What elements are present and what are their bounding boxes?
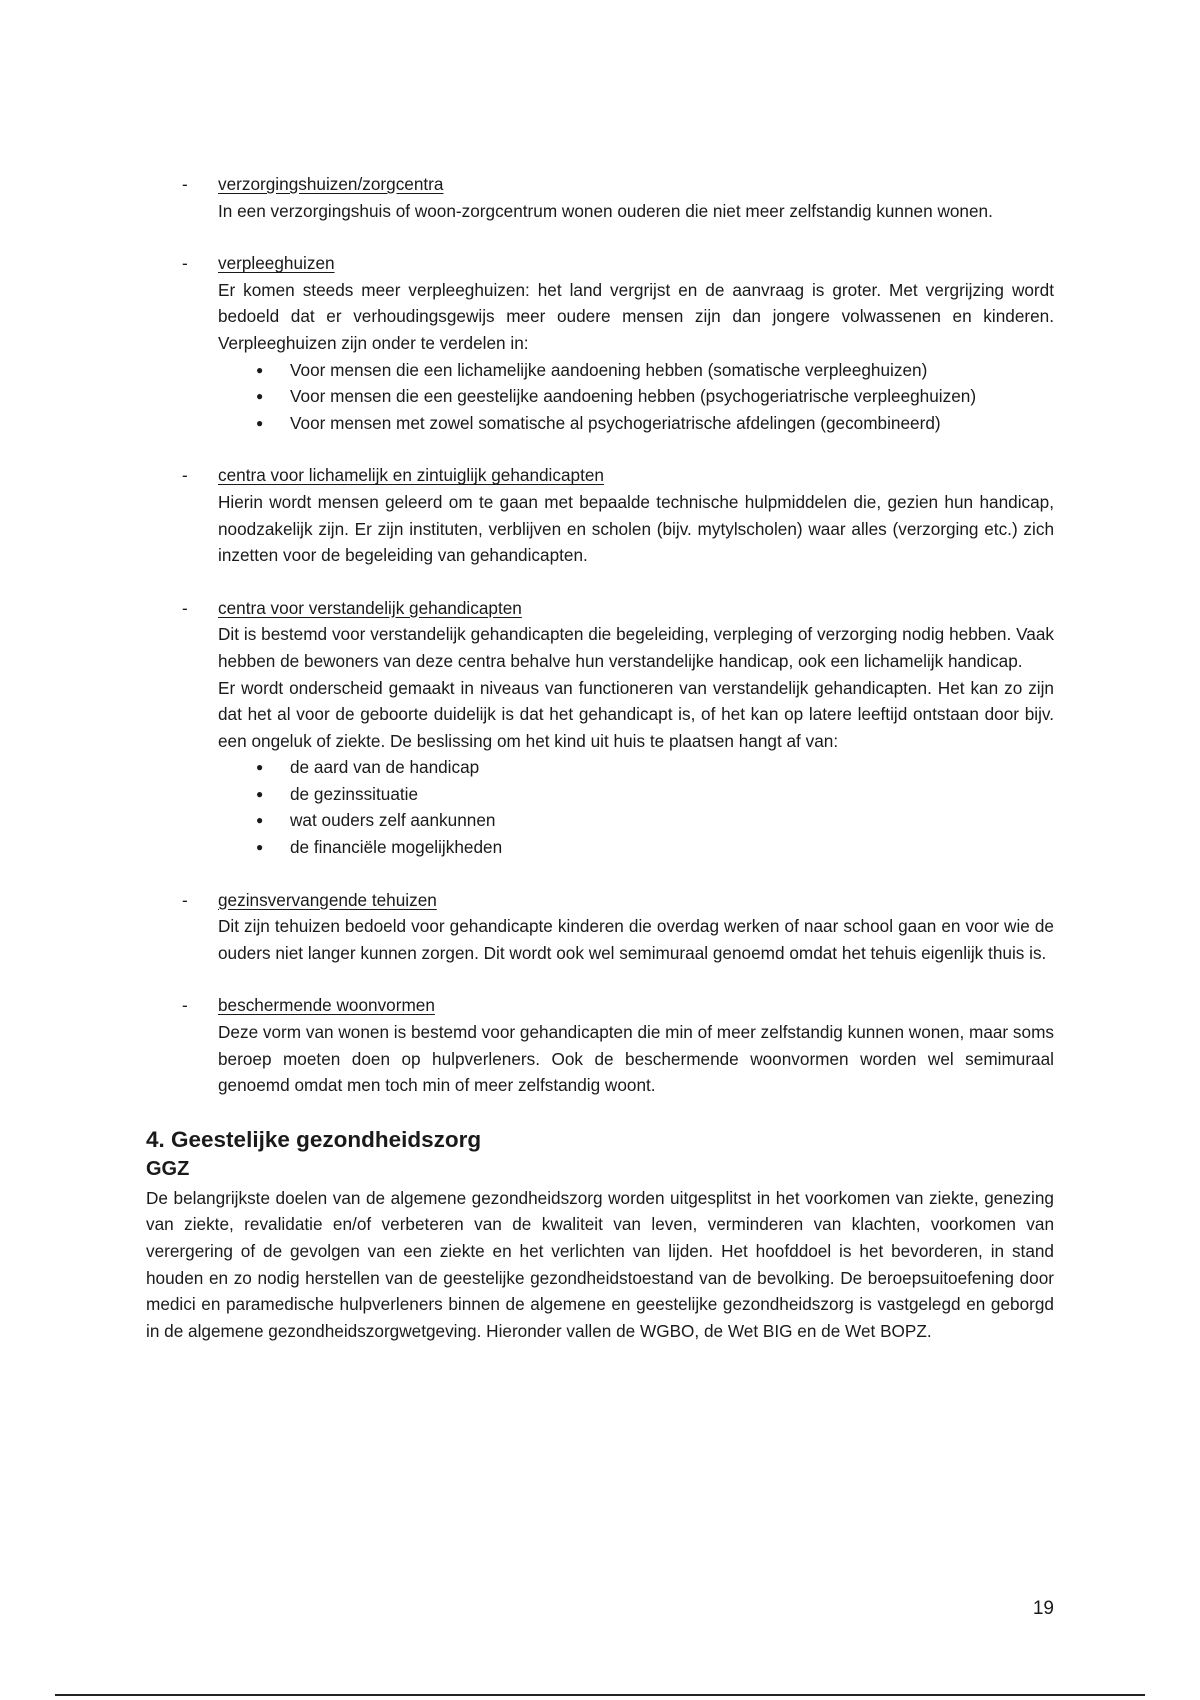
dash-marker: - (182, 465, 188, 486)
bullet-item: ● Voor mensen die een geestelijke aandoening hebben (psychogeriatrische verpleeghuizen) (290, 383, 1054, 410)
bullet-item: ● Voor mensen die een lichamelijke aandoening hebben (somatische verpleeghuizen) (290, 357, 1054, 384)
entry-title: verpleeghuizen (218, 253, 335, 274)
list-entry-beschermende-woonvormen (146, 992, 1054, 1098)
bullet-item: ● de gezinssituatie (290, 781, 1054, 808)
page-content (146, 171, 1054, 1344)
list-entry-verstandelijk-gehandicapten (146, 595, 1054, 861)
section-body: De belangrijkste doelen van de algemene gezondheidszorg worden uitgesplitst in het voorkomen van ziekte, genezing van ziekte, revalidatie en/of verbeteren van de kwaliteit van leven, verminderen van klachten, voorkomen van verergering of de gevolgen van een ziekte en het verlichten van lijden. Het hoofddoel is het bevorderen, in stand houden en zo nodig herstellen van de geestelijke gezondheidstoestand van de bevolking. De beroepsuitoefening door medici en paramedische hulpverleners binnen de algemene en geestelijke gezondheidszorg is vastgelegd en geborgd in de algemene gezondheidszorgwetgeving. Hieronder vallen de WGBO, de Wet BIG en de Wet BOPZ. (146, 1187, 1054, 1341)
entry-title: centra voor verstandelijk gehandicapten (218, 597, 522, 618)
entry-paragraph: Deze vorm van wonen is bestemd voor gehandicapten die min of meer zelfstandig kunnen wonen, maar soms beroep moeten doen op hulpverleners. Ook de beschermende woonvormen worden wel semimuraal genoemd omdat men toch min of meer zelfstandig woont. (218, 1022, 1054, 1096)
dash-marker: - (182, 597, 188, 618)
bullet-list (218, 754, 1054, 860)
entry-paragraph: Hierin wordt mensen geleerd om te gaan met bepaalde technische hulpmiddelen die, gezien hun handicap, noodzakelijk zijn. Er zijn instituten, verblijven en scholen (bijv. mytylscholen) waar alles (verzorging etc.) zich inzetten voor de begeleiding van gehandicapten. (218, 491, 1054, 566)
entry-paragraph: In een verzorgingshuis of woon-zorgcentrum wonen ouderen die niet meer zelfstandig kunnen wonen. (218, 200, 993, 221)
list-entry-gezinsvervangende-tehuizen (146, 887, 1054, 967)
entry-paragraph: Dit is bestemd voor verstandelijk gehandicapten die begeleiding, verpleging of verzorging nodig hebben. Vaak hebben de bewoners van deze centra behalve hun verstandelijke handicap, ook een lichamelijk handicap. (218, 624, 1054, 671)
list-entry-verzorgingshuizen (146, 171, 1054, 224)
entry-title: gezinsvervangende tehuizen (218, 889, 437, 910)
entry-title: centra voor lichamelijk en zintuiglijk gehandicapten (218, 465, 604, 486)
dash-marker: - (182, 253, 188, 274)
bullet-item: ● de financiële mogelijkheden (290, 834, 1054, 861)
section-subheading: GGZ (146, 1157, 190, 1180)
dash-marker: - (182, 174, 188, 194)
entry-paragraph: Dit zijn tehuizen bedoeld voor gehandicapte kinderen die overdag werken of naar school gaan en voor wie de ouders niet langer kunnen zorgen. Dit wordt ook wel semimuraal genoemd omdat het tehuis eigenlijk thuis is. (218, 916, 1054, 963)
list-entry-lichamelijk-gehandicapten (146, 462, 1054, 568)
section-heading: 4. Geestelijke gezondheidszorg (146, 1126, 482, 1152)
page-number: 19 (1032, 1598, 1054, 1619)
entry-paragraph: Er wordt onderscheid gemaakt in niveaus van functioneren van verstandelijk gehandicapten. Het kan zo zijn dat het al voor de geboorte duidelijk is dat het gehandicapt is, of het kan op latere leeftijd ontstaan door bijv. een ongeluk of ziekte. De beslissing om het kind uit huis te plaatsen hangt af van: (218, 677, 1054, 751)
bullet-item: ● Voor mensen met zowel somatische al psychogeriatrische afdelingen (gecombineerd) (290, 410, 1054, 437)
entry-title: beschermende woonvormen (218, 995, 435, 1016)
entry-title: verzorgingshuizen/zorgcentra (218, 174, 444, 194)
dash-marker: - (182, 889, 188, 910)
footer-divider (55, 1694, 1145, 1696)
bullet-list (218, 357, 1054, 437)
entry-paragraph: Er komen steeds meer verpleeghuizen: het land vergrijst en de aanvraag is groter. Met vergrijzing wordt bedoeld dat er verhoudingsgewijs meer oudere mensen zijn dan jongere volwassenen en kinderen. Verpleeghuizen zijn onder te verdelen in: (218, 279, 1054, 353)
bullet-item: ● de aard van de handicap (290, 754, 1054, 781)
dash-marker: - (182, 995, 188, 1016)
list-entry-verpleeghuizen (146, 250, 1054, 436)
bullet-item: ● wat ouders zelf aankunnen (290, 807, 1054, 834)
